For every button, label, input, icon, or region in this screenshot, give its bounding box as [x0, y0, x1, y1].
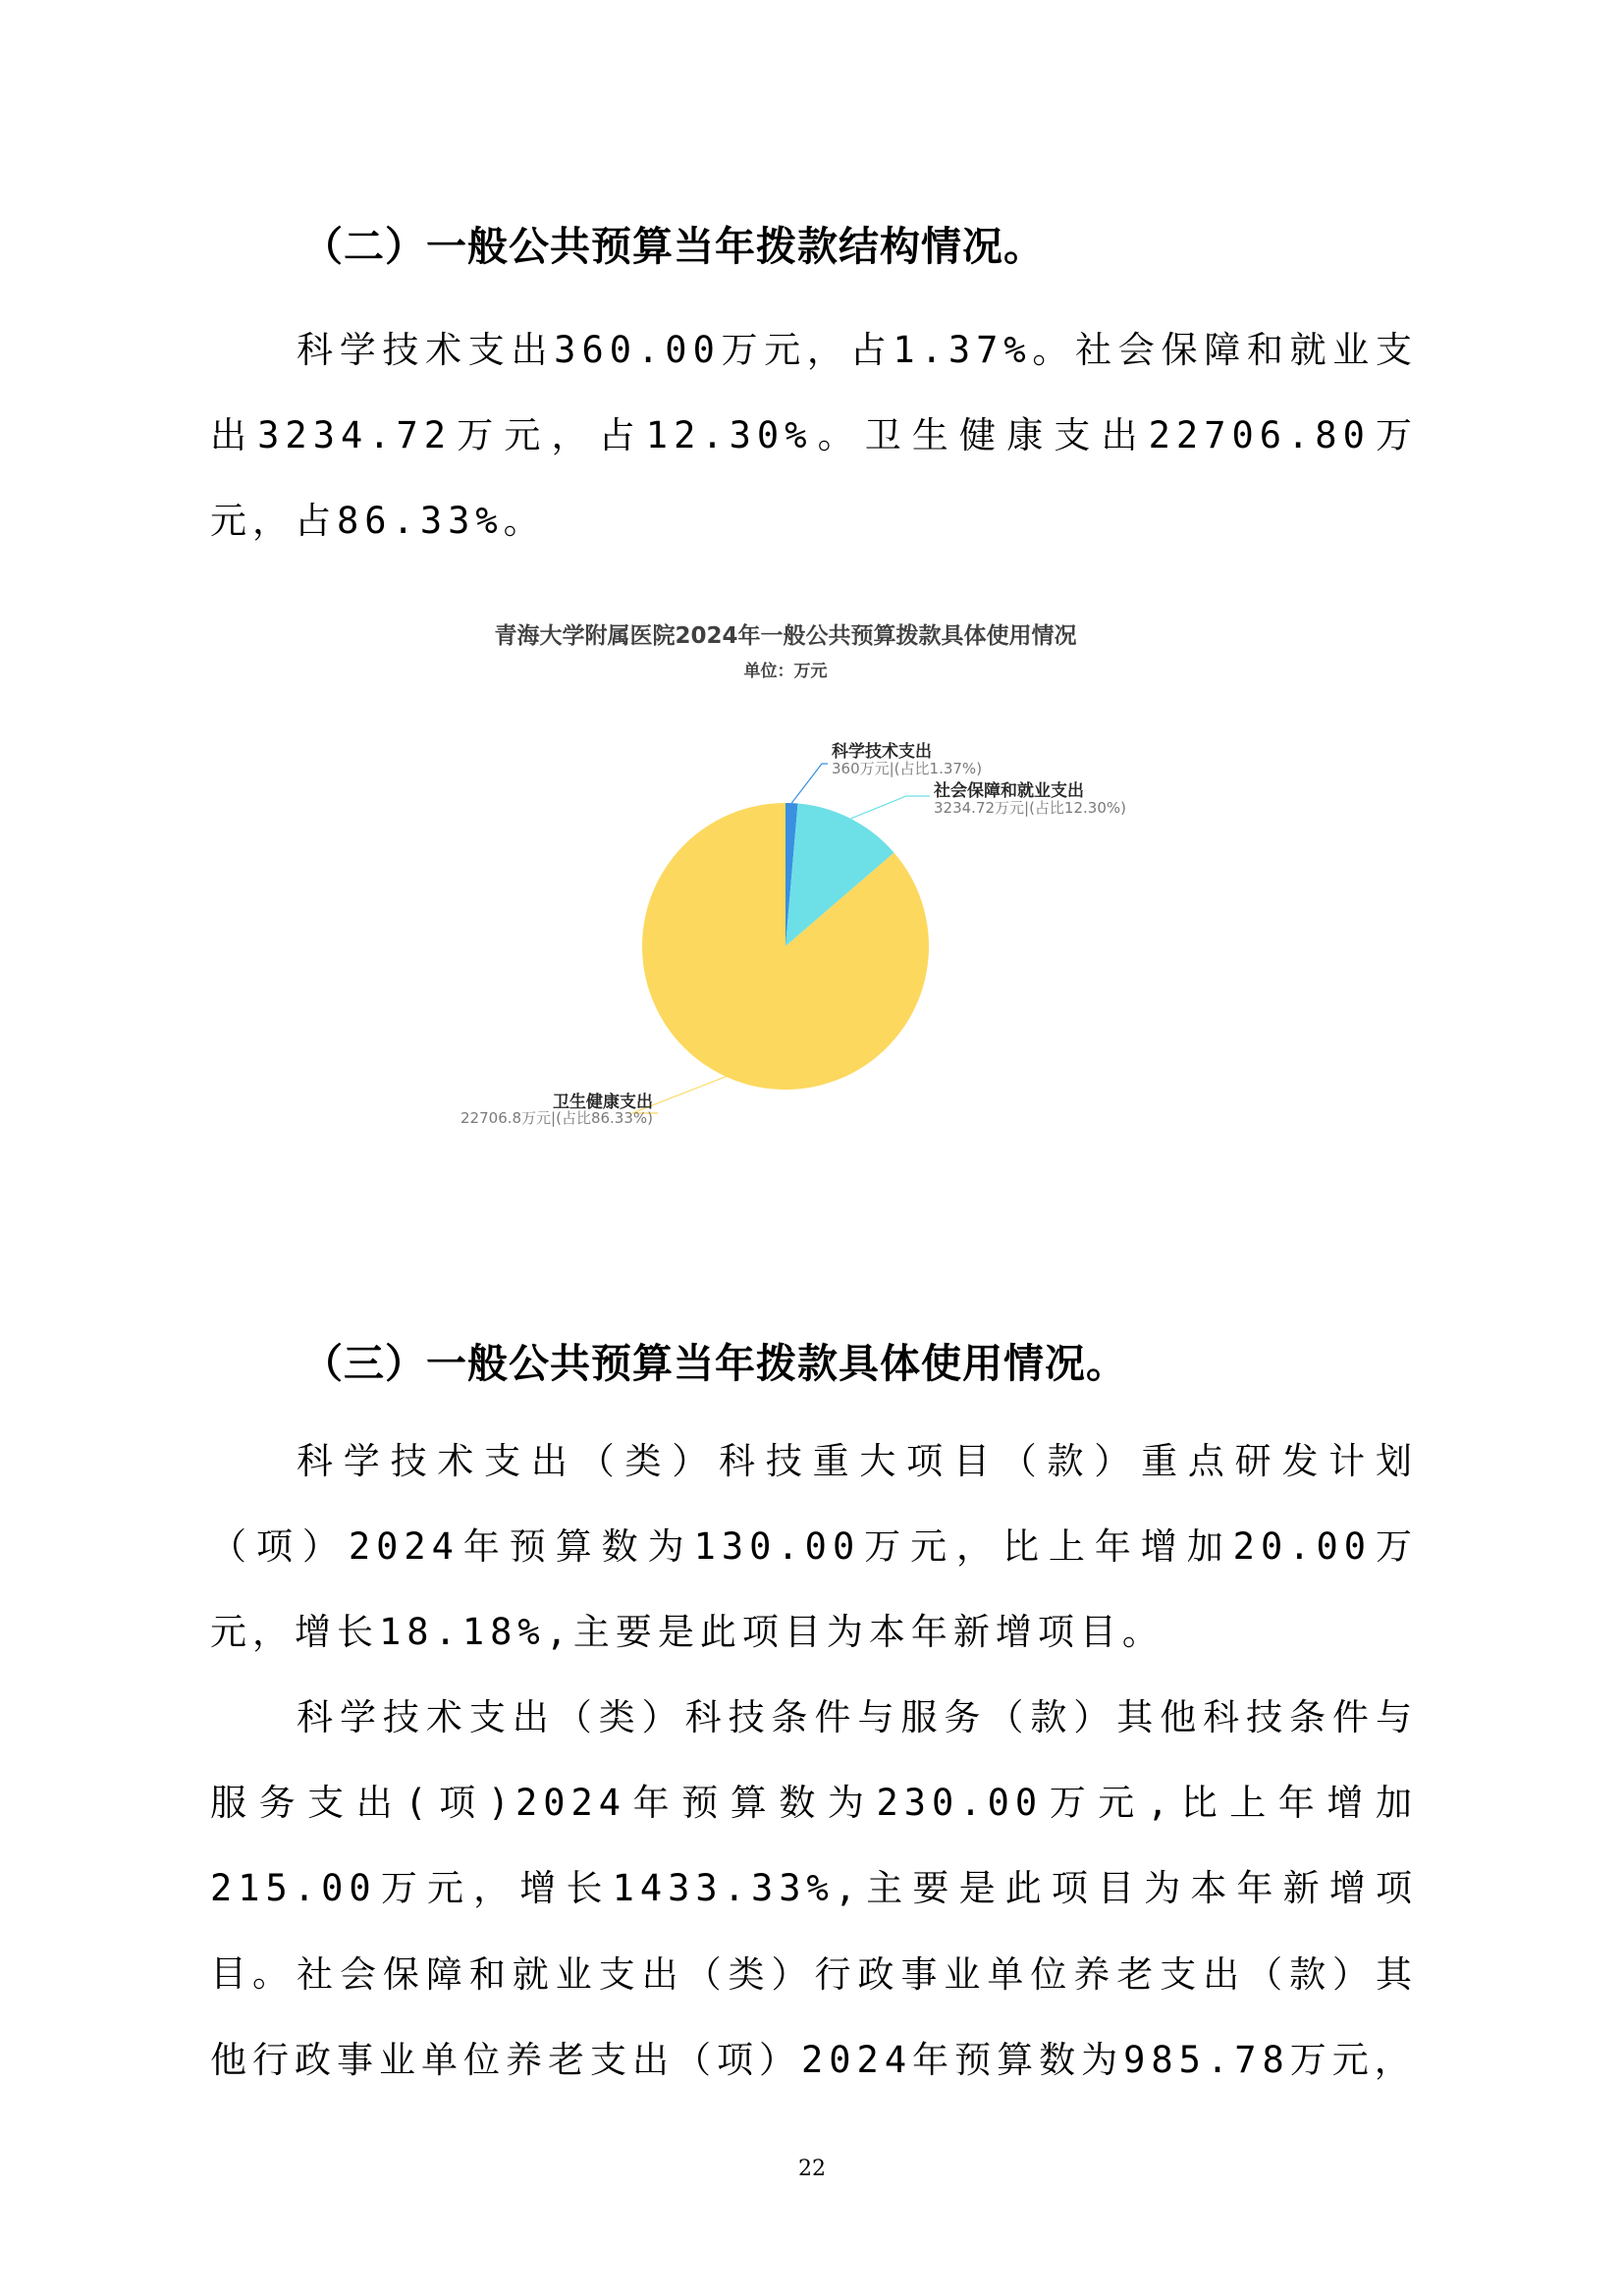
leader-line-social-security: [850, 796, 930, 819]
slice-label-science: 科学技术支出: [832, 742, 932, 762]
slice-value-social-security: 3234.72万元|(占比12.30%): [934, 799, 1126, 817]
pie-slices: [642, 803, 929, 1090]
slice-value-health: 22706.8万元|(占比86.33%): [460, 1109, 653, 1127]
chart-title: 青海大学附属医院2024年一般公共预算拨款具体使用情况: [494, 623, 1077, 649]
page-number: 22: [798, 2157, 826, 2181]
slice-label-social-security: 社会保障和就业支出: [934, 781, 1084, 801]
section-2-paragraph: 科学技术支出360.00万元，占1.37%。社会保障和就业支出3234.72万元，占12.30%。卫生健康支出22706.80万元，占86.33%。: [210, 329, 1418, 542]
section-3-paragraph-3: 社会保障和就业支出（类）行政事业单位养老支出（款）其他行政事业单位养老支出（项）2024年预算数为985.78万元，: [210, 1953, 1418, 2081]
slice-label-health: 卫生健康支出: [553, 1093, 653, 1112]
pie-chart-svg: [373, 609, 1198, 1158]
section-3-paragraph-2: 科学技术支出（类）科技条件与服务（款）其他科技条件与服务支出(项)2024年预算数为230.00万元,比上年增加215.00万元，增长1433.33%,主要是此项目为本年新增项目。: [210, 1696, 1418, 1995]
section-3-heading: （三）一般公共预算当年拨款具体使用情况。: [302, 1340, 1127, 1387]
slice-value-science: 360万元|(占比1.37%): [832, 760, 983, 777]
leader-line-science: [791, 764, 828, 803]
section-3-paragraph-1: 科学技术支出（类）科技重大项目（款）重点研发计划（项）2024年预算数为130.00万元，比上年增加20.00万元，增长18.18%,主要是此项目为本年新增项目。: [210, 1440, 1418, 1653]
section-2-heading: （二）一般公共预算当年拨款结构情况。: [302, 223, 1045, 270]
chart-subtitle: 单位：万元: [743, 662, 828, 681]
pie-chart: [373, 609, 1198, 1158]
